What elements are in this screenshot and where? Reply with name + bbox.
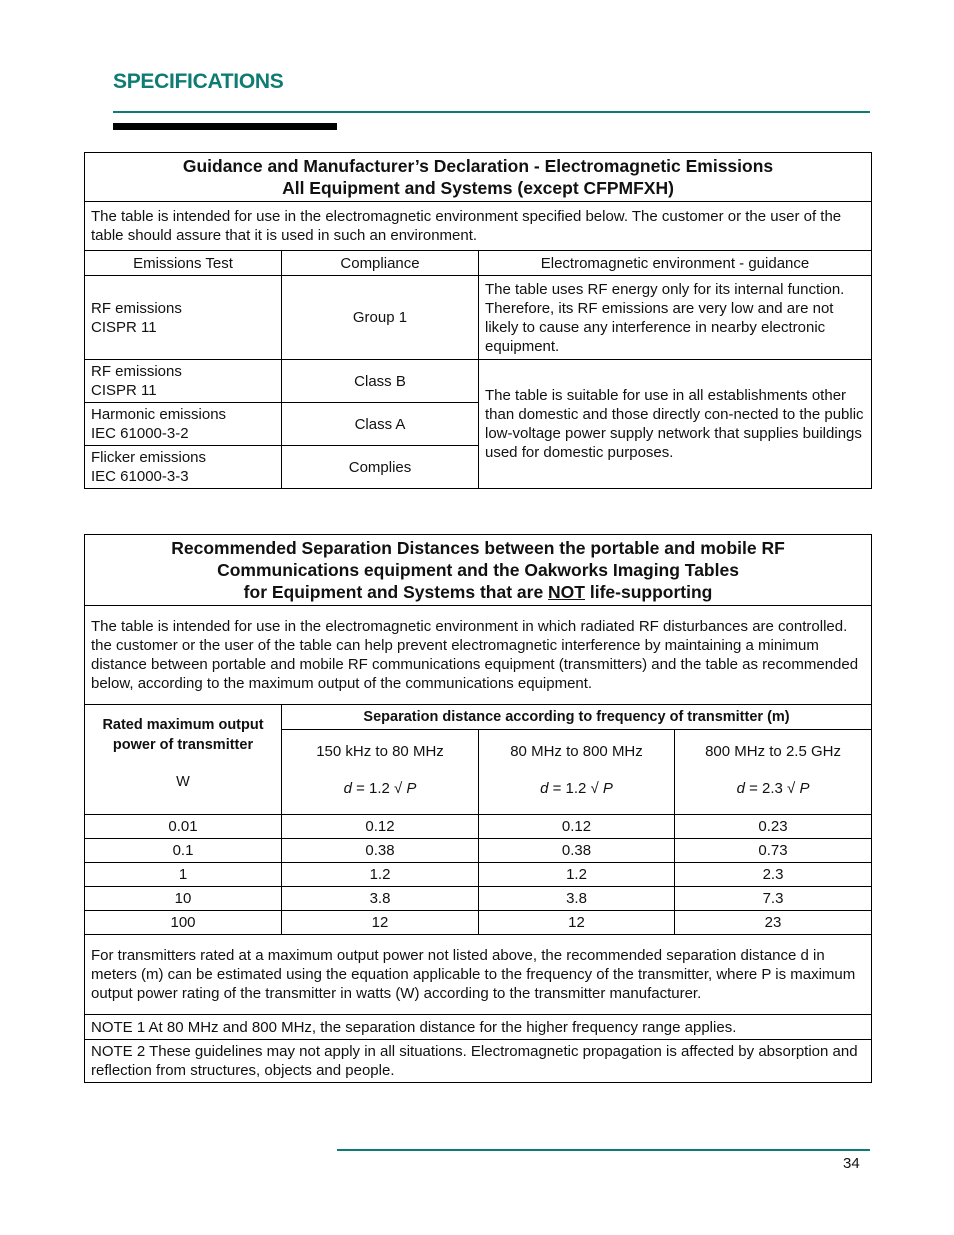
table-cell: 2.3	[675, 863, 872, 887]
band-header-low	[282, 730, 479, 815]
header-black-bar	[113, 123, 337, 130]
rated-power-label: Rated maximum output power of transmitter	[102, 717, 264, 753]
emissions-table	[84, 152, 872, 489]
note-2: NOTE 2 These guidelines may not apply in all situations. Electromagnetic propagation is affected by absorption and reflection from structures, objects and people.	[85, 1040, 872, 1083]
guidance-cell: The table uses RF energy only for its internal function. Therefore, its RF emissions are very low and are not likely to cause any interference in nearby electronic equipment.	[479, 276, 872, 360]
table-row	[85, 360, 872, 403]
emissions-test-name: RF emissions	[91, 299, 182, 317]
emissions-test-standard: CISPR 11	[91, 382, 157, 399]
emissions-test-standard: CISPR 11	[91, 318, 157, 336]
guidance-cell: The table is suitable for use in all establishments other than domestic and those directly con-nected to the public low-voltage power supply network that supplies buildings used for domestic purposes.	[479, 360, 872, 489]
table-row	[85, 839, 872, 863]
table-row	[85, 911, 872, 935]
separation-title-line2: Communications equipment and the Oakworks Imaging Tables	[217, 560, 739, 580]
table-cell: 12	[282, 911, 479, 935]
band-formula: d = 1.2 √ P	[540, 780, 613, 797]
table-cell: 100	[85, 911, 282, 935]
table-cell: 10	[85, 887, 282, 911]
separation-table	[84, 534, 872, 1083]
separation-title-line3-pre: for Equipment and Systems that are	[243, 582, 549, 602]
separation-title-emphasis: NOT	[548, 582, 585, 602]
band-header-mid	[479, 730, 675, 815]
table-cell: 12	[479, 911, 675, 935]
table-row	[85, 276, 872, 360]
rated-power-unit: W	[176, 774, 190, 790]
page-number: 34	[843, 1155, 860, 1172]
emissions-table-title	[85, 153, 872, 202]
table-row	[85, 815, 872, 839]
table-cell: 0.12	[479, 815, 675, 839]
column-header-emissions-test: Emissions Test	[85, 251, 282, 276]
table-cell: 1.2	[282, 863, 479, 887]
band-range: 800 MHz to 2.5 GHz	[705, 743, 841, 760]
emissions-test-name: Flicker emissions	[91, 449, 207, 466]
emissions-test-cell	[85, 403, 282, 446]
separation-footnote: For transmitters rated at a maximum output power not listed above, the recommended separation distance d in meters (m) can be estimated using the equation applicable to the frequency of the transmitter, where P is maximum output power rating of the transmitter in watts (W) according to the transmitter manufacturer.	[85, 935, 872, 1015]
table-cell: 1.2	[479, 863, 675, 887]
table-cell: 3.8	[479, 887, 675, 911]
emissions-test-standard: IEC 61000-3-2	[91, 425, 189, 442]
table-cell: 3.8	[282, 887, 479, 911]
compliance-cell: Complies	[282, 446, 479, 489]
table-cell: 0.01	[85, 815, 282, 839]
table-row	[85, 887, 872, 911]
table-cell: 1	[85, 863, 282, 887]
table-cell: 7.3	[675, 887, 872, 911]
emissions-test-name: Harmonic emissions	[91, 406, 227, 423]
footer-rule	[337, 1149, 870, 1151]
table-cell: 0.12	[282, 815, 479, 839]
column-header-guidance: Electromagnetic environment - guidance	[479, 251, 872, 276]
rated-power-header	[85, 705, 282, 815]
emissions-test-cell	[85, 360, 282, 403]
emissions-test-cell	[85, 276, 282, 360]
distance-header: Separation distance according to frequency of transmitter (m)	[282, 705, 872, 730]
band-header-high	[675, 730, 872, 815]
separation-title-line3-post: life-supporting	[585, 582, 713, 602]
emissions-test-standard: IEC 61000-3-3	[91, 468, 189, 485]
page-title: SPECIFICATIONS	[113, 70, 284, 93]
table-cell: 0.23	[675, 815, 872, 839]
emissions-title-line1: Guidance and Manufacturer’s Declaration - Electromagnetic Emissions	[182, 156, 774, 176]
emissions-test-name: RF emissions	[91, 363, 182, 380]
compliance-cell: Class A	[282, 403, 479, 446]
band-range: 150 kHz to 80 MHz	[316, 743, 444, 760]
compliance-cell: Class B	[282, 360, 479, 403]
band-formula: d = 1.2 √ P	[343, 780, 417, 797]
table-cell: 0.1	[85, 839, 282, 863]
table-cell: 0.38	[479, 839, 675, 863]
emissions-test-cell	[85, 446, 282, 489]
band-range: 80 MHz to 800 MHz	[510, 743, 643, 760]
emissions-intro: The table is intended for use in the electromagnetic environment specified below. The customer or the user of the table should assure that it is used in such an environment.	[85, 202, 872, 251]
separation-table-title	[85, 535, 872, 606]
table-cell: 0.38	[282, 839, 479, 863]
column-header-compliance: Compliance	[282, 251, 479, 276]
emissions-title-line2: All Equipment and Systems (except CFPMFXH)	[282, 178, 674, 198]
note-1: NOTE 1 At 80 MHz and 800 MHz, the separation distance for the higher frequency range applies.	[85, 1015, 872, 1040]
table-row	[85, 863, 872, 887]
header-rule	[113, 111, 870, 113]
band-formula: d = 2.3 √ P	[736, 780, 810, 797]
separation-intro: The table is intended for use in the electromagnetic environment in which radiated RF disturbances are controlled. the customer or the user of the table can help prevent electromagnetic interference by maintaining a minimum distance between portable and mobile RF communications equipment (transmitters) and the table as recommended below, according to the maximum output of the communications equipment.	[85, 606, 872, 705]
table-cell: 23	[675, 911, 872, 935]
compliance-cell: Group 1	[282, 276, 479, 360]
separation-title-line1: Recommended Separation Distances between the portable and mobile RF	[171, 538, 785, 558]
table-cell: 0.73	[675, 839, 872, 863]
